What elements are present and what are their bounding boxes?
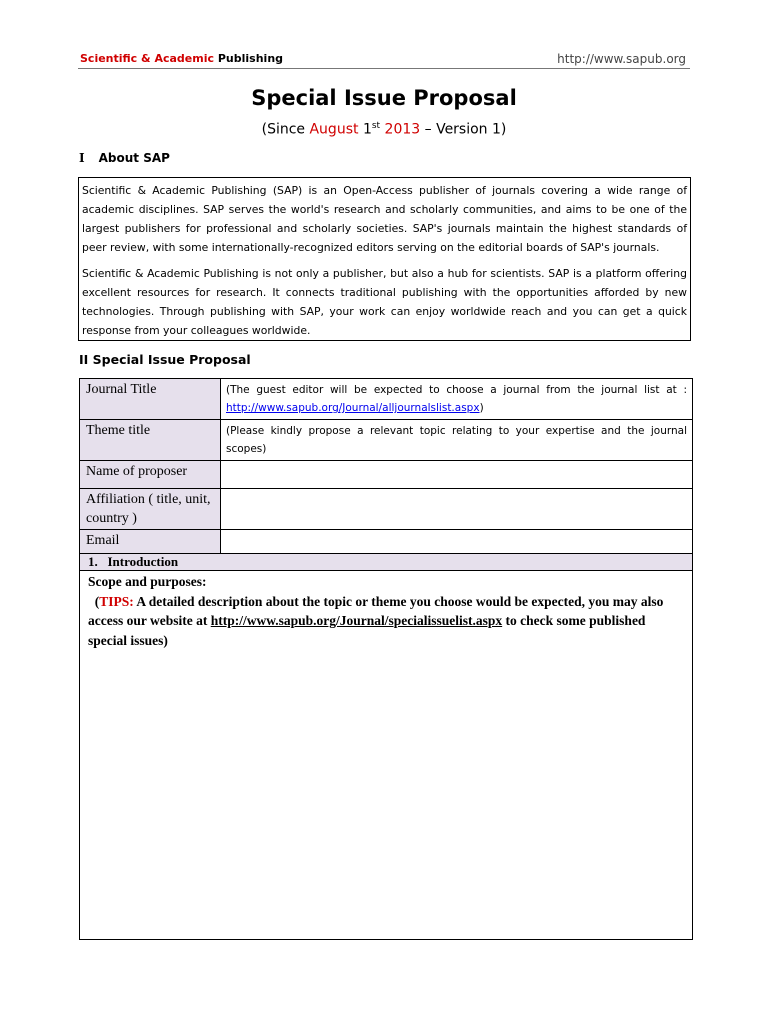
about-paragraph-2: Scientific & Academic Publishing is not only a publisher, but also a hub for scientists. SAP is a platform offering excellent resources for research. It connects traditional publishing with the opportunities afforded by new technologies. Through publishing with SAP, your work can enjoy worldwide reach and you can get a quick response from your colleagues worldwide. — [82, 267, 687, 337]
proposer-field[interactable] — [221, 461, 693, 489]
journal-list-link[interactable]: http://www.sapub.org/Journal/alljournalslist.aspx — [226, 402, 480, 414]
journal-title-hint: (The guest editor will be expected to choose a journal from the journal list at : — [226, 384, 687, 396]
about-paragraph-1: Scientific & Academic Publishing (SAP) is an Open-Access publisher of journals covering a wide range of academic disciplines. SAP serves the world's research and scholarly communities, and aims to be one of the largest publishers for professional and scholarly societies. SAP's journals maintain the highest standards of peer review, with some internationally-recognized editors serving on the editorial boards of SAP's journals. — [82, 184, 687, 254]
page-header — [78, 52, 690, 68]
section1-heading — [79, 151, 170, 165]
email-label: Email — [80, 530, 221, 554]
tips-body: A detailed description about the topic or theme you choose would be expected, you may also access our website at — [88, 593, 664, 628]
subtitle-day-suffix: st — [371, 121, 381, 131]
section2-heading: II Special Issue Proposal — [79, 352, 251, 367]
header-divider — [78, 68, 690, 69]
header-url[interactable]: http://www.sapub.org — [557, 52, 686, 66]
publisher-name — [80, 52, 283, 65]
page-title: Special Issue Proposal — [251, 86, 517, 110]
theme-title-field[interactable]: (Please kindly propose a relevant topic relating to your expertise and the journal scopes) — [221, 420, 693, 461]
tips-open: ( — [94, 593, 100, 609]
section1-title: About SAP — [98, 151, 170, 165]
publisher-name-part2: Publishing — [217, 52, 284, 65]
tips-text — [88, 592, 684, 651]
subtitle-day: 1 — [362, 121, 372, 138]
page-subtitle — [0, 121, 768, 138]
proposal-form — [79, 378, 693, 940]
journal-title-label: Journal Title — [80, 379, 221, 420]
proposer-label: Name of proposer — [80, 461, 221, 489]
subtitle-month: August — [309, 121, 359, 138]
subtitle-year: 2013 — [384, 121, 421, 138]
scope-field[interactable] — [80, 571, 693, 940]
affiliation-field[interactable] — [221, 489, 693, 530]
journal-title-hint-end: ) — [479, 402, 484, 414]
about-sap-box — [78, 177, 691, 341]
tips-end: to check some published special issues) — [88, 613, 646, 648]
publisher-name-part1: Scientific & Academic — [80, 52, 215, 65]
special-issue-list-link[interactable]: http://www.sapub.org/Journal/specialissuelist.aspx — [210, 613, 503, 628]
journal-title-field[interactable] — [221, 379, 693, 420]
subtitle-version: – Version 1) — [424, 121, 507, 138]
theme-title-label: Theme title — [80, 420, 221, 461]
subtitle-prefix: (Since — [261, 121, 306, 138]
introduction-heading: 1. Introduction — [80, 554, 693, 571]
tips-label: TIPS: — [99, 593, 134, 609]
section1-number: I — [79, 151, 85, 165]
email-field[interactable] — [221, 530, 693, 554]
affiliation-label: Affiliation ( title, unit, country ) — [80, 489, 221, 530]
scope-label: Scope and purposes: — [88, 574, 207, 589]
